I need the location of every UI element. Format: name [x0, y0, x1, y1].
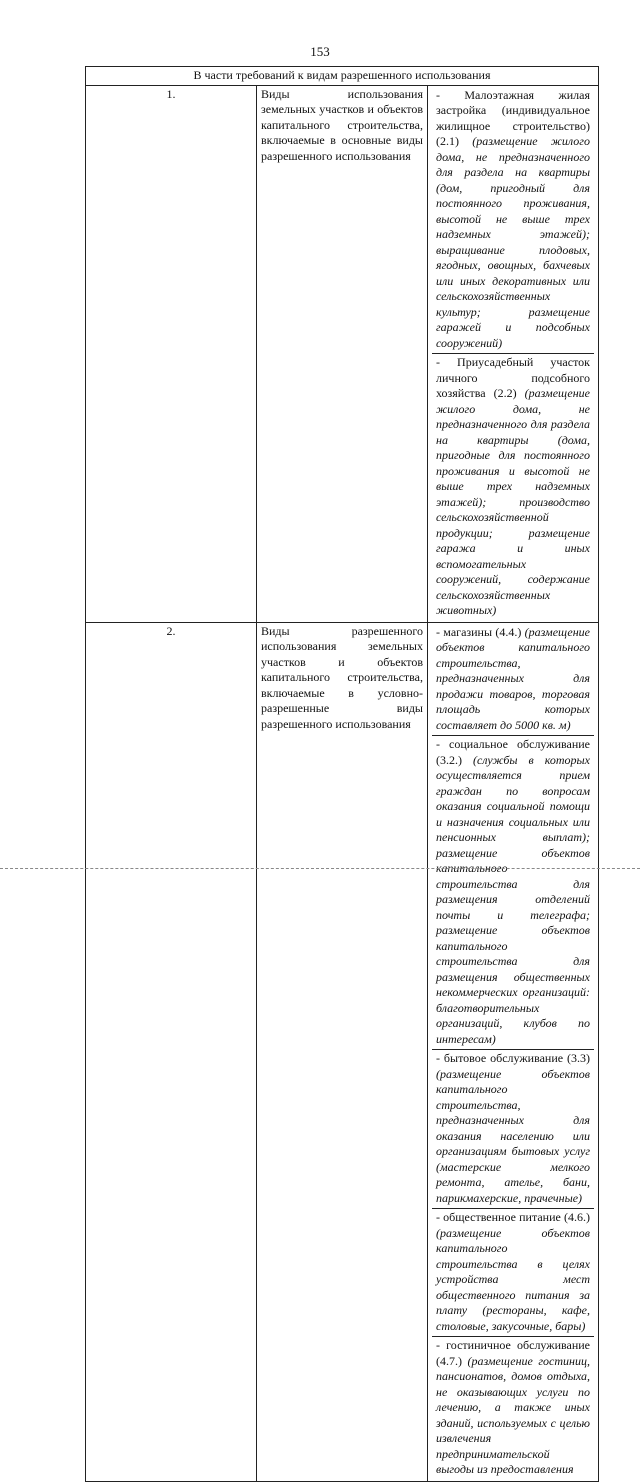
use-entry-description: (размещение жилого дома, не предназначенного для раздела на квартиры (дома, пригодные для постоянного проживания и высотой не выше трех надземных этажей); производство сельскохозяйственной продукции; размещение гаража и иных вспомогательных сооружений, содержание сельскохозяйственных животных) — [436, 386, 590, 617]
permitted-uses-cell — [428, 622, 599, 1481]
use-entry-description: (размещение объектов капитального строительства в целях устройства мест общественного питания за плату (рестораны, кафе, столовые, закусочные, бары) — [436, 1225, 590, 1333]
use-entry-description: (размещение объектов капитального строительства, предназначенных для оказания населению или организациям бытовых услуг (мастерские мелкого ремонта, ателье, бани, парикмахерские, прачечные) — [436, 1066, 590, 1205]
use-entry-title: - общественное питание (4.6.) — [436, 1210, 590, 1224]
use-entry-title: - социальное обслуживание (3.2.) — [436, 737, 590, 767]
use-kind-cell: Виды разрешенного использования земельных участков и объектов капитального строительства, включаемые в условно-разрешенные виды разрешенного использования — [257, 622, 428, 1481]
use-entry — [432, 1049, 594, 1208]
use-entry-title: - Приусадебный участок личного подсобного хозяйства (2.2) — [436, 355, 590, 400]
use-entry-description: (размещение объектов капитального строительства, предназначенных для продажи товаров, торговая площадь которых составляет до 5000 кв. м) — [436, 624, 590, 732]
use-entry — [432, 735, 594, 1049]
use-entry — [432, 87, 594, 354]
permitted-uses-cell — [428, 85, 599, 622]
row-number: 1. — [86, 85, 257, 622]
row-number: 2. — [86, 622, 257, 1481]
scan-edge-line — [0, 868, 640, 869]
table-row — [86, 622, 599, 1481]
section-header-row — [86, 67, 599, 86]
section-header: В части требований к видам разрешенного использования — [86, 67, 599, 86]
land-use-table — [85, 66, 599, 1482]
use-entry-description: (размещение гостиниц, пансионатов, домов отдыха, не оказывающих услуги по лечению, а также иных зданий, используемых с целью извлечения предпринимательской выгоды из предоставления — [436, 1353, 590, 1476]
use-entry — [432, 1336, 594, 1480]
use-entry-description: (службы в которых осуществляется прием граждан по вопросам оказания социальной помощи и назначения социальных или пенсионных выплат); размещение объектов капитального строительства для размещения отделений почты и телеграфа; размещение объектов капитального строительства для размещения общественных некоммерческих организаций: благотворительных организаций, клубов по интересам) — [436, 752, 590, 1046]
use-entry-title: - магазины (4.4.) — [436, 624, 525, 639]
use-entry-title: - Малоэтажная жилая застройка (индивидуальное жилищное строительство) (2.1) — [436, 87, 590, 148]
use-kind-cell: Виды использования земельных участков и объектов капитального строительства, включаемые в основные виды разрешенного использования — [257, 85, 428, 622]
use-entry-title: - гостиничное обслуживание (4.7.) — [436, 1338, 590, 1368]
use-entry — [432, 1208, 594, 1336]
page-number: 153 — [310, 44, 330, 59]
table-row — [86, 85, 599, 622]
use-entry-description: (размещение жилого дома, не предназначенного для раздела на квартиры (дом, пригодный для постоянного проживания, высотой не выше трех надземных этажей); выращивание плодовых, ягодных, овощных, бахчевых или иных декоративных или сельскохозяйственных культур; размещение гаражей и подсобных сооружений) — [436, 134, 590, 350]
use-entry — [432, 624, 594, 736]
use-entry — [432, 353, 594, 621]
use-entry-title: - бытовое обслуживание (3.3) — [436, 1051, 590, 1065]
